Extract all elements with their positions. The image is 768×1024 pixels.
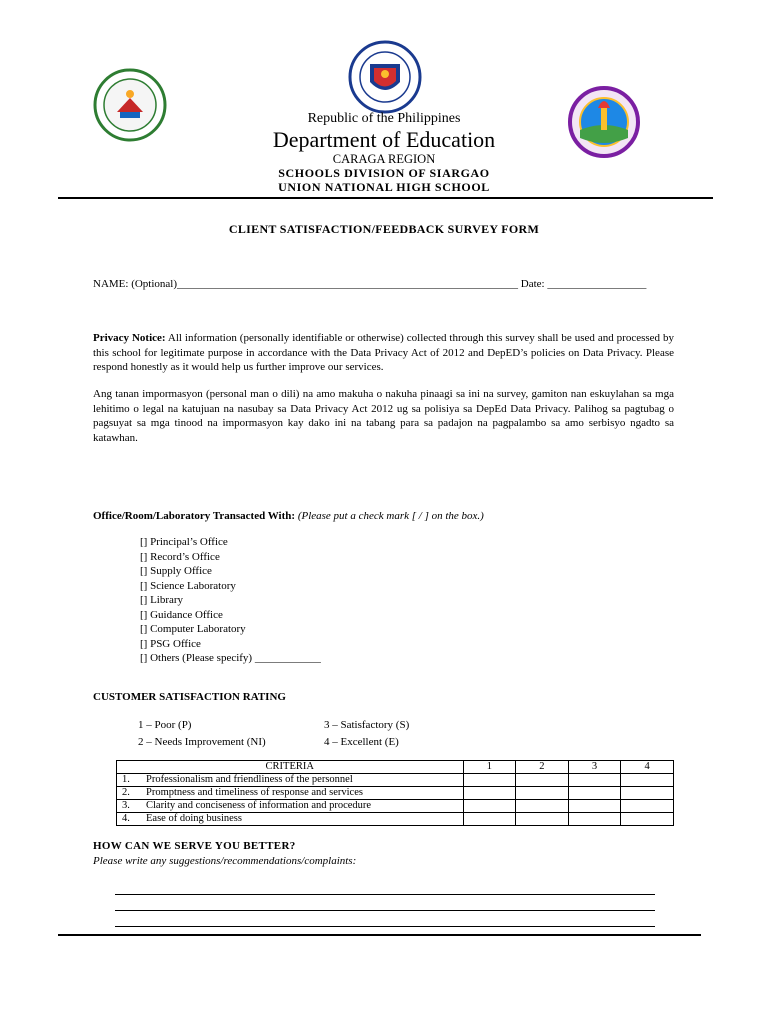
office-option-library[interactable]: [] Library — [140, 594, 184, 606]
office-option-others[interactable]: [] Others (Please specify) ____________ — [140, 652, 321, 664]
rating-2-header: 2 — [516, 761, 569, 774]
division-heading: SCHOOLS DIVISION OF SIARGAO — [278, 166, 490, 180]
privacy-text: All information (personally identifiable or otherwise) collected through this survey shall be used and processed by this school for legitimate purpose in accordance with the Data Privacy Act of 2012 and DepED’s policies on Data Privacy. Please respond honestly as it would help us further improve our services. — [93, 332, 674, 373]
criteria-text: Promptness and timeliness of response and services — [146, 787, 363, 798]
header-rule — [58, 197, 713, 199]
office-option-supply[interactable]: [] Supply Office — [140, 565, 212, 577]
rating-cell[interactable] — [516, 774, 569, 787]
rating-cell[interactable] — [621, 813, 674, 826]
feedback-instruction: Please write any suggestions/recommendations/complaints: — [93, 855, 357, 867]
scale-item: 4 – Excellent (E) — [324, 736, 399, 748]
scale-item: 3 – Satisfactory (S) — [324, 719, 410, 731]
criteria-number: 4. — [122, 813, 130, 824]
scale-item: 2 – Needs Improvement (NI) — [138, 736, 266, 748]
rating-cell[interactable] — [568, 774, 621, 787]
rating-cell[interactable] — [621, 774, 674, 787]
date-field[interactable]: __________________ — [547, 278, 647, 290]
criteria-text: Professionalism and friendliness of the personnel — [146, 774, 353, 785]
criteria-table — [116, 760, 674, 826]
office-option-psg[interactable]: [] PSG Office — [140, 637, 201, 650]
criteria-cell — [117, 800, 464, 813]
rating-cell[interactable] — [463, 800, 516, 813]
table-row — [117, 813, 674, 826]
criteria-text: Clarity and conciseness of information and procedure — [146, 800, 372, 811]
criteria-cell — [117, 813, 464, 826]
privacy-notice — [93, 331, 674, 375]
region-heading: CARAGA REGION — [332, 152, 436, 166]
office-instruction: (Please put a check mark [ / ] on the box.) — [297, 510, 484, 522]
office-heading — [93, 509, 713, 524]
office-option-records[interactable]: [] Record’s Office — [140, 550, 220, 563]
rating-4-header: 4 — [621, 761, 674, 774]
feedback-line[interactable] — [115, 926, 655, 927]
criteria-cell — [117, 774, 464, 787]
rating-cell[interactable] — [463, 813, 516, 826]
department-heading: Department of Education — [272, 127, 496, 152]
rating-scale-left — [138, 717, 318, 751]
rating-cell[interactable] — [621, 787, 674, 800]
criteria-cell — [117, 787, 464, 800]
rating-cell[interactable] — [568, 813, 621, 826]
date-label: Date: — [520, 278, 545, 290]
republic-heading: Republic of the Philippines — [307, 111, 461, 126]
rating-cell[interactable] — [516, 800, 569, 813]
criteria-number: 1. — [122, 774, 130, 785]
scale-item: 1 – Poor (P) — [138, 719, 192, 731]
office-option-guidance[interactable]: [] Guidance Office — [140, 608, 223, 621]
table-row — [117, 787, 674, 800]
office-option-computer-lab[interactable]: [] Computer Laboratory — [140, 623, 246, 635]
office-checklist — [140, 535, 440, 666]
table-row — [117, 774, 674, 787]
rating-cell[interactable] — [621, 800, 674, 813]
rating-cell[interactable] — [463, 787, 516, 800]
office-heading-label: Office/Room/Laboratory Transacted With: — [93, 510, 296, 522]
footer-rule — [58, 934, 701, 936]
name-date-row — [93, 277, 693, 292]
feedback-line[interactable] — [115, 910, 655, 911]
privacy-notice-bisaya: Ang tanan impormasyon (personal man o dili) na amo makuha o nakuha pinaagi sa ini na survey, gamiton nan eskuylahan sa mga lehitimo o legal na katujuan na nasubay sa Data Privacy Act 2012 ug sa polisiya sa DepEd Data Privacy. Palihog sa pagtubag o pagsuyat sa mga tinood na impormasyon kay dako ini na tabang para sa padajon na pagpalambo sa amo serbisyo ngadto sa katawhan. — [93, 388, 674, 444]
office-option-principal[interactable]: [] Principal’s Office — [140, 536, 228, 548]
form-title: CLIENT SATISFACTION/FEEDBACK SURVEY FORM — [228, 222, 540, 236]
office-option-science-lab[interactable]: [] Science Laboratory — [140, 579, 236, 592]
criteria-text: Ease of doing business — [146, 813, 242, 824]
table-row — [117, 800, 674, 813]
rating-cell[interactable] — [516, 813, 569, 826]
rating-cell[interactable] — [568, 800, 621, 813]
criteria-number: 3. — [122, 800, 130, 811]
feedback-heading: HOW CAN WE SERVE YOU BETTER? — [93, 840, 296, 852]
name-field[interactable]: ______________________________________________________________ — [177, 278, 519, 290]
name-label: NAME: (Optional) — [93, 278, 178, 290]
rating-3-header: 3 — [568, 761, 621, 774]
rating-1-header: 1 — [463, 761, 516, 774]
rating-cell[interactable] — [568, 787, 621, 800]
rating-cell[interactable] — [463, 774, 516, 787]
school-heading: UNION NATIONAL HIGH SCHOOL — [278, 180, 490, 194]
rating-heading: CUSTOMER SATISFACTION RATING — [93, 691, 286, 703]
criteria-header: CRITERIA — [117, 761, 464, 774]
rating-cell[interactable] — [516, 787, 569, 800]
privacy-label: Privacy Notice: — [93, 332, 166, 344]
rating-scale-right — [324, 717, 524, 751]
deped-seal-icon — [348, 40, 422, 114]
feedback-line[interactable] — [115, 894, 655, 895]
table-header-row — [117, 761, 674, 774]
criteria-number: 2. — [122, 787, 130, 798]
